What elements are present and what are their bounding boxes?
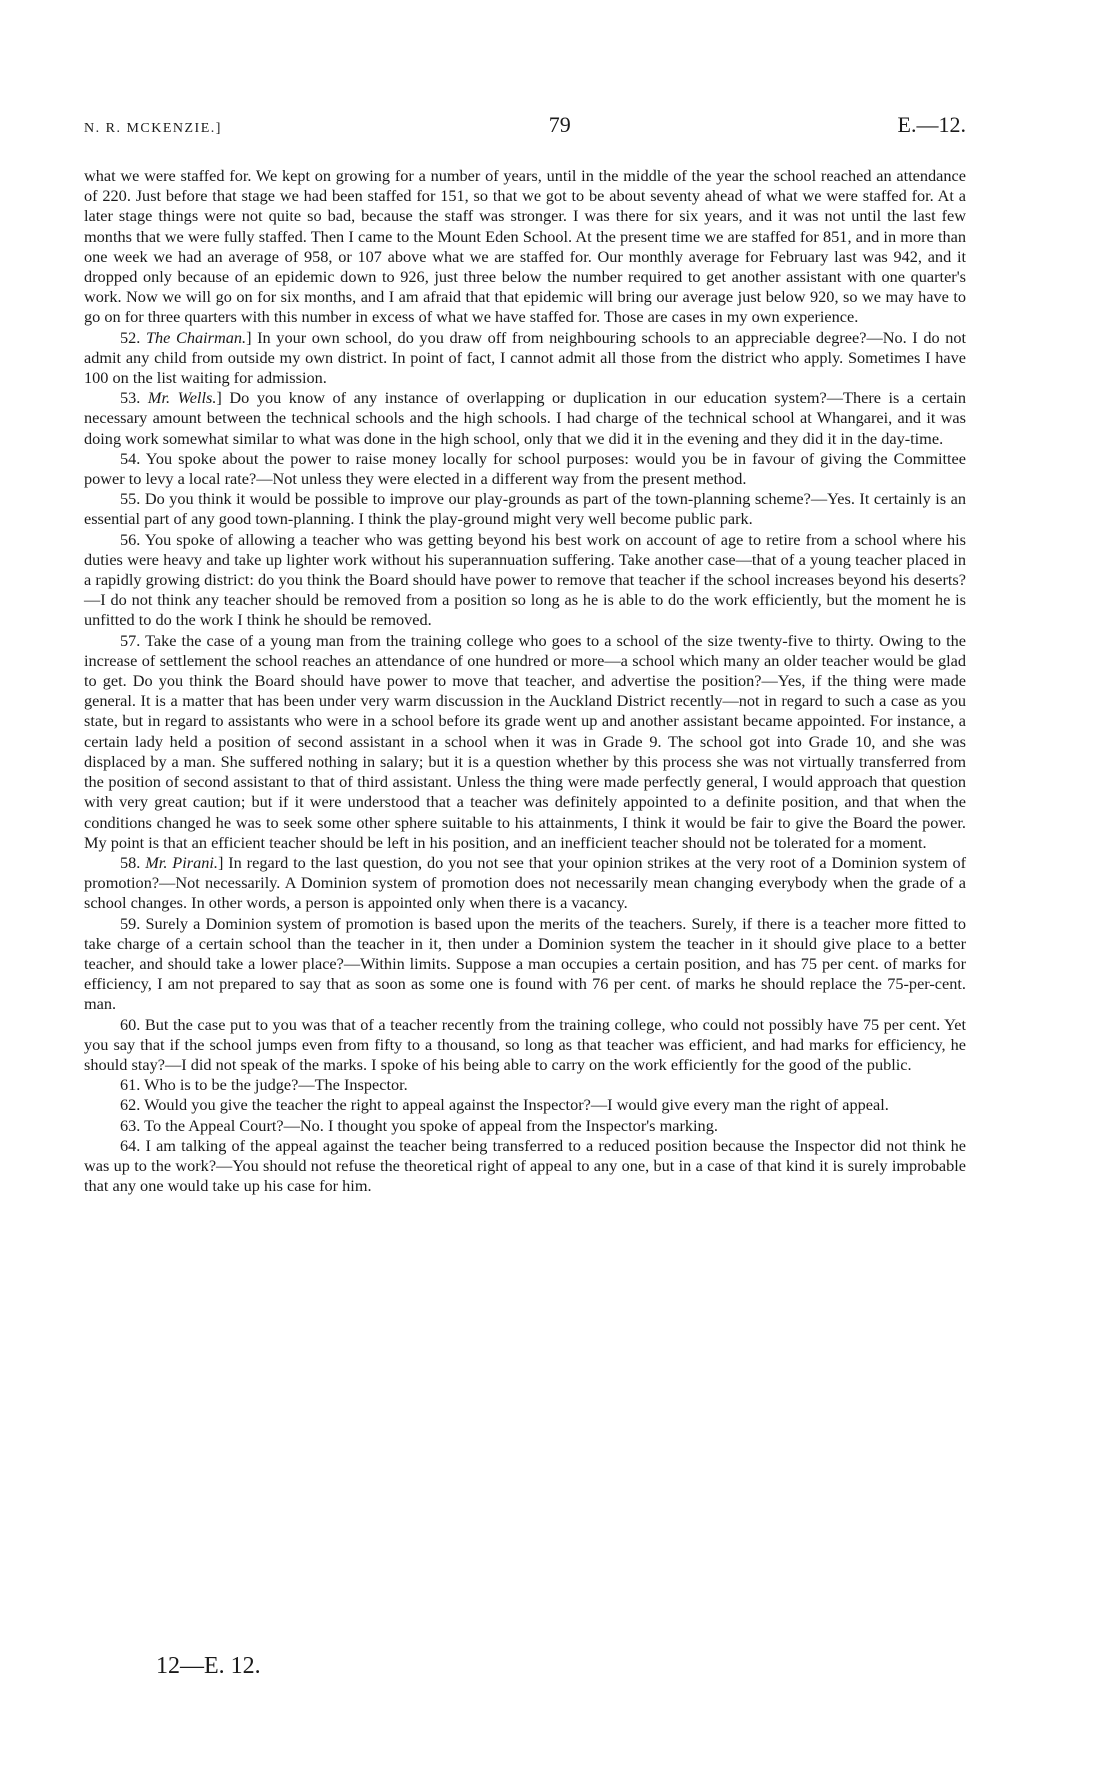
question-63: 63. To the Appeal Court?—No. I thought you spoke of appeal from the Inspector's marking. bbox=[120, 1115, 718, 1135]
question-55: 55. Do you think it would be possible to improve our play-grounds as part of the town-planning scheme?—Yes. It certainly is an essential part of any good town-planning. I think the play-ground might very well become public park. bbox=[84, 489, 967, 529]
page-number: 79 bbox=[548, 112, 571, 137]
speaker-name: The Chairman. bbox=[145, 327, 247, 347]
speaker-name: Mr. Pirani. bbox=[145, 852, 218, 872]
document-reference: E.—12. bbox=[897, 112, 966, 137]
speaker-name: Mr. Wells. bbox=[147, 388, 217, 408]
question-53: 53. Mr. Wells.] Do you know of any instance of overlapping or duplication in our education system?—There is a certain necessary amount between the technical schools and the high schools. I had charge of the technical school at Whangarei, and it was doing work somewhat similar to what was done in the high school, only that we did it in the evening and they did it in the day-time. bbox=[84, 388, 967, 448]
question-59: 59. Surely a Dominion system of promotion is based upon the merits of the teachers. Surely, if there is a teacher more fitted to take charge of a certain school than the teacher in it, then under a Dominion system the teacher in it should give place to a better teacher, and should take a lower place?—Within limits. Suppose a man occupies a certain position, and has 75 per cent. of marks for efficiency, I am not prepared to say that as soon as some one is found with 76 per cent. of marks he should replace the 75-per-cent. man. bbox=[84, 913, 966, 1014]
question-57: 57. Take the case of a young man from the training college who goes to a school of the size twenty-five to thirty. Owing to the increase of settlement the school reaches an attendance of one hundred or more—a school which many an older teacher would be glad to get. Do you think the Board should have power to move that teacher, and advertise the position?—Yes, if the thing were made general. It is a matter that has been under very warm discussion in the Auckland District recently—not in regard to such a case as you state, but in regard to assistants who were in a school before its grade went up and another assistant became appointed. For instance, a certain lady held a position of second assistant in a school when it was in Grade 9. The school got into Grade 10, and she was displaced by a man. She suffered nothing in salary; but it is a question whether by this process she was not virtually transferred from the position of second assistant to that of third assistant. Unless the thing were made perfectly general, I would approach that question with very great caution; but if it were understood that a teacher was definitely appointed to a definite position, and that when the conditions changed he was to seek some other sphere suitable to his attainments, I think it would be fair to give the Board the power. My point is that an efficient teacher should be left in his position, and an inefficient teacher should not be tolerated for a moment. bbox=[84, 630, 966, 852]
paragraph-continued: what we were staffed for. We kept on growing for a number of years, until in the middle of the year the school reached an attendance of 220. Just before that stage we had been staffed for 151, so that we got to be about seventy ahead of what we were staffed for. At a later stage things were not quite so bad, because the staff was stronger. I was there for six years, and it was not until the last few months that we were fully staffed. Then I came to the Mount Eden School. At the present time we are staffed for 851, and in more than one week we had an average of 958, or 107 above what we are staffed for. Our monthly average for February last was 942, and it dropped only because of an epidemic down to 926, just three below the number required to get another assistant with one quarter's work. Now we will go on for six months, and I am afraid that that epidemic will bring our average just below 920, so we may have to go on for three quarters with this number in excess of what we have staffed for. Those are cases in my own experience. bbox=[84, 166, 966, 327]
question-54: 54. You spoke about the power to raise money locally for school purposes: would you be in favour of giving the Committee power to levy a local rate?—Not unless they were elected in a different way from the present method. bbox=[84, 448, 966, 489]
question-56: 56. You spoke of allowing a teacher who was getting beyond his best work on account of age to retire from a school where his duties were heavy and take up lighter work without his superannuation suffering. Take another case—that of a young teacher placed in a rapidly growing district: do you think the Board should have power to remove that teacher if the school increases beyond his deserts?—I do not think any teacher should be removed from a position so long as he is able to do the work efficiently, but the moment he is unfitted to do the work I think he should be removed. bbox=[84, 529, 966, 630]
footer-signature-mark: 12—E. 12. bbox=[156, 1653, 261, 1679]
question-58: 58. Mr. Pirani.] In regard to the last question, do you not see that your opinion strikes at the very root of a Dominion system of promotion?—Not necessarily. A Dominion system of promotion does not necessarily mean changing everybody when the grade of a school changes. In other words, a person is appointed only when there is a vacancy. bbox=[84, 852, 967, 913]
question-60: 60. But the case put to you was that of a teacher recently from the training college, who could not possibly have 75 per cent. Yet you say that if the school jumps even from fifty to a thousand, so long as that teacher was efficient, and had marks for efficiency, he should stay?—I did not speak of the marks. I spoke of his being able to carry on the work efficiently for the good of the public. bbox=[84, 1014, 966, 1074]
page-header bbox=[84, 112, 966, 138]
question-62: 62. Would you give the teacher the right to appeal against the Inspector?—I would give every man the right of appeal. bbox=[120, 1095, 889, 1115]
question-52: 52. The Chairman.] In your own school, do you draw off from neighbouring schools to an appreciable degree?—No. I do not admit any child from outside my own district. In point of fact, I cannot admit all those from the district who apply. Sometimes I have 100 on the list waiting for admission. bbox=[84, 327, 967, 388]
question-61: 61. Who is to be the judge?—The Inspector. bbox=[120, 1075, 408, 1095]
header-witness-name: N. R. MCKENZIE.] bbox=[84, 121, 222, 136]
question-64: 64. I am talking of the appeal against the teacher being transferred to a reduced position because the Inspector did not think he was up to the work?—You should not refuse the theoretical right of appeal to any one, but in a case of that kind it is surely improbable that any one would take up his case for him. bbox=[84, 1135, 966, 1196]
testimony-body bbox=[84, 166, 966, 1196]
